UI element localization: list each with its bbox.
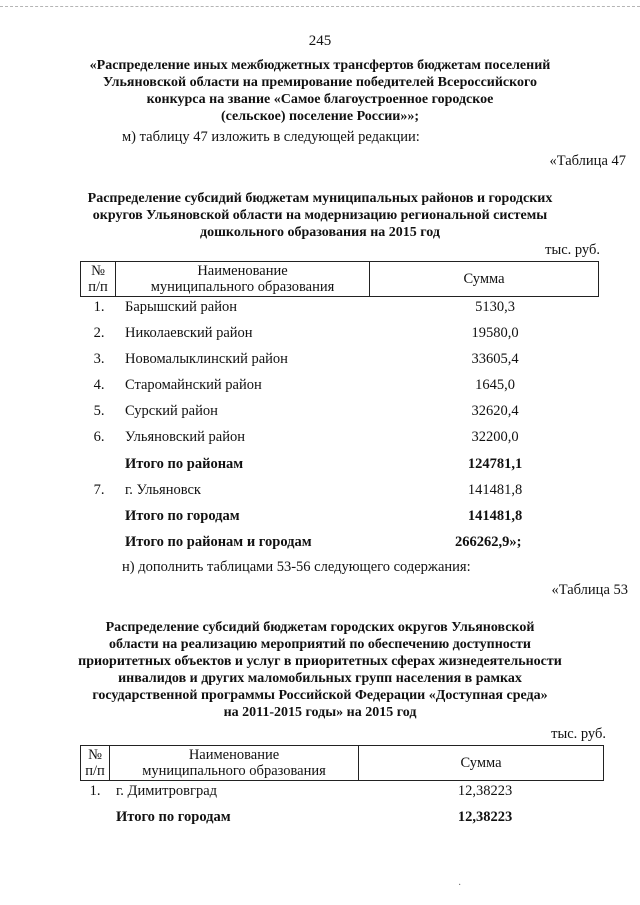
header-name-cell [116,262,370,297]
header-num-line: п/п [85,763,105,779]
header-num-cell [81,746,110,781]
table47-title-line: Распределение субсидий бюджетам муниципальных районов и городских [87,191,553,206]
table53-header [80,745,604,781]
header-sum-cell: Сумма [359,746,604,781]
table53-title-line: государственной программы Российской Федерации «Доступная среда» [92,688,548,703]
header-name-line: муниципального образования [142,763,326,779]
row-num: 7. [93,482,105,498]
row-num: 1. [89,783,101,799]
row-value: 5130,3 [475,299,515,315]
header-num-line: № [88,747,102,763]
row-name: Старомайнский район [125,377,262,393]
table47-header [80,261,599,297]
header-sum-cell: Сумма [370,262,599,297]
row-name: Барышский район [125,299,237,315]
table-row [80,375,599,395]
header-name-line: Наименование [197,263,288,279]
row-num: 1. [93,299,105,315]
table-row [80,297,599,317]
table47-title-line: дошкольного образования на 2015 год [200,225,440,240]
row-value: 266262,9»; [455,534,522,550]
row-value: 33605,4 [471,351,519,367]
row-num: 5. [93,403,105,419]
header-name-line: муниципального образования [150,279,335,295]
table-row-total [80,506,599,526]
row-name: г. Ульяновск [125,482,201,498]
row-value: 12,38223 [457,783,513,799]
row-value: 1645,0 [475,377,515,393]
row-name: Николаевский район [125,325,253,341]
table53-title-line: приоритетных объектов и услуг в приоритетных сферах жизнедеятельности [78,654,562,669]
header-num-line: п/п [88,279,108,295]
instruction-n: н) дополнить таблицами 53-56 следующего содержания: [122,559,471,575]
table-row [80,349,599,369]
intro-heading-line: Ульяновской области на премирование победителей Всероссийского [102,75,538,90]
row-name: Ульяновский район [125,429,246,445]
table-row-total [80,807,604,827]
intro-heading [20,57,620,125]
intro-heading-line: «Распределение иных межбюджетных трансфертов бюджетам поселений [89,58,551,73]
row-num: 4. [93,377,105,393]
table47-title-line: округов Ульяновской области на модернизацию региональной системы [92,208,548,223]
table53-label: «Таблица 53 [551,582,628,598]
table53-title [20,619,620,721]
table-row [80,323,599,343]
row-value: 124781,1 [467,456,523,472]
row-name: Итого по городам [125,508,240,524]
row-name: Сурский район [125,403,218,419]
page-number: 245 [308,33,332,49]
header-name-cell [110,746,359,781]
table-row [80,427,599,447]
table-row-total [80,532,599,552]
row-num: 2. [93,325,105,341]
row-num: 3. [93,351,105,367]
intro-heading-line: конкурса на звание «Самое благоустроенное городское [146,92,494,107]
header-num-line: № [91,263,105,279]
row-name: г. Димитровград [116,783,218,799]
table53-unit: тыс. руб. [551,726,606,742]
row-value: 12,38223 [457,809,513,825]
table53-title-line: на 2011-2015 годы» на 2015 год [223,705,417,720]
row-name: Итого по районам и городам [125,534,312,550]
table-row-total [80,454,599,474]
row-value: 141481,8 [467,482,523,498]
table53-title-line: области на реализацию мероприятий по обеспечению доступности [109,637,531,652]
row-value: 19580,0 [471,325,519,341]
intro-heading-line: (сельское) поселение России»»; [221,109,419,124]
row-value: 32620,4 [471,403,519,419]
row-value: 141481,8 [467,508,523,524]
row-num: 6. [93,429,105,445]
header-name-line: Наименование [188,747,280,763]
row-name: Итого по городам [116,809,231,825]
header-num-cell [81,262,116,297]
table-row [80,781,604,801]
table47-label: «Таблица 47 [549,153,626,169]
scan-speck: · [458,880,462,891]
row-value: 32200,0 [471,429,519,445]
scan-top-border [0,6,640,7]
table-row [80,401,599,421]
table53-title-line: инвалидов и других маломобильных групп населения в рамках [118,671,522,686]
table53-title-line: Распределение субсидий бюджетам городских округов Ульяновской [105,620,535,635]
table47-unit: тыс. руб. [545,242,600,258]
row-name: Новомалыклинский район [125,351,288,367]
table-row [80,480,599,500]
table47-title [20,190,620,241]
row-name: Итого по районам [125,456,244,472]
instruction-m: м) таблицу 47 изложить в следующей редакции: [122,129,420,145]
